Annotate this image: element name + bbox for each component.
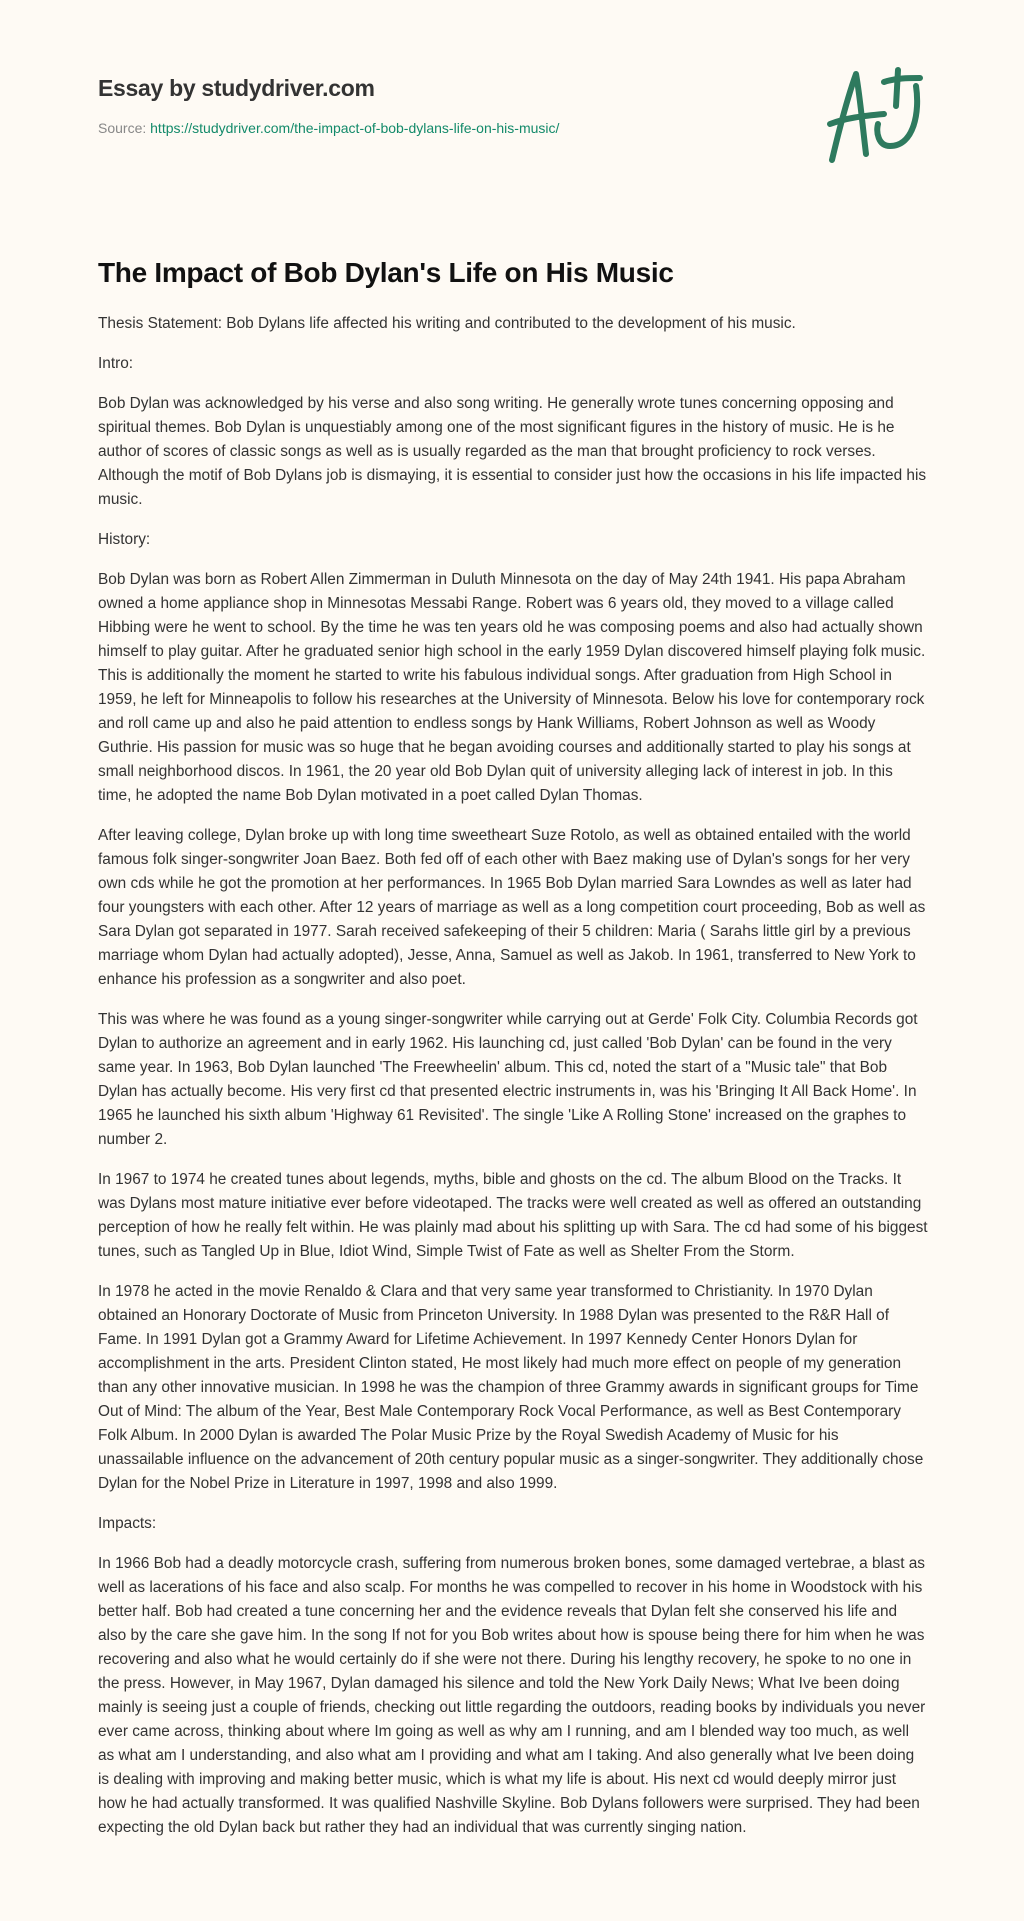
paragraph: After leaving college, Dylan broke up with long time sweetheart Suze Rotolo, as well as obtained entailed with the world famous folk singer-songwriter Joan Baez. Both fed off of each other with Baez making use of Dylan's songs for her very own cds while he got the promotion at her performances. In 1965 Bob Dylan married Sara Lowndes as well as later had four youngsters with each other. After 12 years of marriage as well as a long competition court proceeding, Bob as well as Sara Dylan got separated in 1977. Sarah received safekeeping of their 5 children: Maria ( Sarahs little girl by a previous marriage whom Dylan had actually adopted), Jesse, Anna, Samuel as well as Jakob. In 1961, transferred to New York to enhance his profession as a songwriter and also poet. — [98, 827, 926, 988]
a-plus-logo-icon — [826, 66, 930, 166]
paragraph: Bob Dylan was born as Robert Allen Zimmerman in Duluth Minnesota on the day of May 24th 1941. His papa Abraham owned a home appliance shop in Minnesotas Messabi Range. Robert was 6 years old, they moved to a village called Hibbing were he went to school. By the time he was ten years old he was composing poems and also had actually shown himself to play guitar. After he graduated senior high school in the early 1959 Dylan discovered himself playing folk music. This is additionally the moment he started to write his fabulous individual songs. After graduation from High School in 1959, he left for Minneapolis to follow his researches at the University of Minnesota. Below his love for contemporary rock and roll came up and also he paid attention to endless songs by Hank Williams, Robert Johnson as well as Woody Guthrie. His passion for music was so huge that he began avoiding courses and additionally started to play his songs at small neighborhood discos. In 1961, the 20 year old Bob Dylan quit of university alleging lack of interest in job. In this time, he adopted the name Bob Dylan motivated in a poet called Dylan Thomas. — [98, 571, 926, 804]
source-line — [98, 118, 926, 138]
source-label: Source: — [98, 120, 147, 136]
source-link[interactable]: https://studydriver.com/the-impact-of-bob-dylans-life-on-his-music/ — [150, 120, 560, 136]
paragraph: In 1966 Bob had a deadly motorcycle crash, suffering from numerous broken bones, some damaged vertebrae, a blast as well as lacerations of his face and also scalp. For months he was compelled to recover in his home in Woodstock with his better half. Bob had created a tune concerning her and the evidence reveals that Dylan felt she conserved his life and also by the care she gave him. In the song If not for you Bob writes about how is spouse being there for him when he was recovering and also what he would certainly do if she were not there. During his lengthy recovery, he spoke to no one in the press. However, in May 1967, Dylan damaged his silence and told the New York Daily News; What Ive been doing mainly is seeing just a couple of friends, checking out little regarding the outdoors, reading books by individuals you never ever came across, thinking about where Im going as well as why am I running, and am I blended way too much, as well as what am I understanding, and also what am I providing and what am I taking. And also generally what Ive been doing is dealing with improving and making better music, which is what my life is about. His next cd would deeply mirror just how he had actually transformed. It was qualified Nashville Skyline. Bob Dylans followers were surprised. They had been expecting the old Dylan back but rather they had an individual that was currently singing nation. — [98, 1555, 926, 1836]
section-label-intro: Intro: — [98, 355, 134, 372]
paragraph: In 1978 he acted in the movie Renaldo & Clara and that very same year transformed to Christianity. In 1970 Dylan obtained an Honorary Doctorate of Music from Princeton University. In 1988 Dylan was presented to the R&R Hall of Fame. In 1991 Dylan got a Grammy Award for Lifetime Achievement. In 1997 Kennedy Center Honors Dylan for accomplishment in the arts. President Clinton stated, He most likely had much more effect on people of my generation than any other innovative musician. In 1998 he was the champion of three Grammy awards in significant groups for Time Out of Mind: The album of the Year, Best Male Contemporary Rock Vocal Performance, as well as Best Contemporary Folk Album. In 2000 Dylan is awarded The Polar Music Prize by the Royal Swedish Academy of Music for his unassailable influence on the advancement of 20th century popular music as a singer-songwriter. They additionally chose Dylan for the Nobel Prize in Literature in 1997, 1998 and also 1999. — [98, 1283, 924, 1492]
paragraph: Bob Dylan was acknowledged by his verse and also song writing. He generally wrote tunes concerning opposing and spiritual themes. Bob Dylan is unquestiably among one of the most significant figures in the history of music. He is he author of scores of classic songs as well as is usually regarded as the man that brought proficiency to rock verses. Although the motif of Bob Dylans job is dismaying, it is essential to consider just how the occasions in his life impacted his music. — [98, 395, 927, 508]
paragraph: This was where he was found as a young singer-songwriter while carrying out at Gerde' Folk City. Columbia Records got Dylan to authorize an agreement and in early 1962. His launching cd, just called 'Bob Dylan' can be found in the very same year. In 1963, Bob Dylan launched 'The Freewheelin' album. This cd, noted the start of a "Music tale" that Bob Dylan has actually become. His very first cd that presented electric instruments in, was his 'Bringing It All Back Home'. In 1965 he launched his sixth album 'Highway 61 Revisited'. The single 'Like A Rolling Stone' increased on the graphes to number 2. — [98, 1011, 918, 1148]
thesis-statement: Thesis Statement: Bob Dylans life affected his writing and contributed to the development of his music. — [98, 315, 796, 332]
site-title: Essay by studydriver.com — [98, 75, 375, 101]
essay-title: The Impact of Bob Dylan's Life on His Music — [98, 257, 674, 288]
section-label-history: History: — [98, 531, 151, 548]
paragraph: In 1967 to 1974 he created tunes about legends, myths, bible and ghosts on the cd. The album Blood on the Tracks. It was Dylans most mature initiative ever before videotaped. The tracks were well created as well as offered an outstanding perception of how he really felt within. He was plainly mad about his splitting up with Sara. The cd had some of his biggest tunes, such as Tangled Up in Blue, Idiot Wind, Simple Twist of Fate as well as Shelter From the Storm. — [98, 1171, 928, 1260]
section-label-impacts: Impacts: — [98, 1515, 157, 1532]
essay-content — [98, 254, 928, 1856]
page-header — [98, 72, 926, 138]
